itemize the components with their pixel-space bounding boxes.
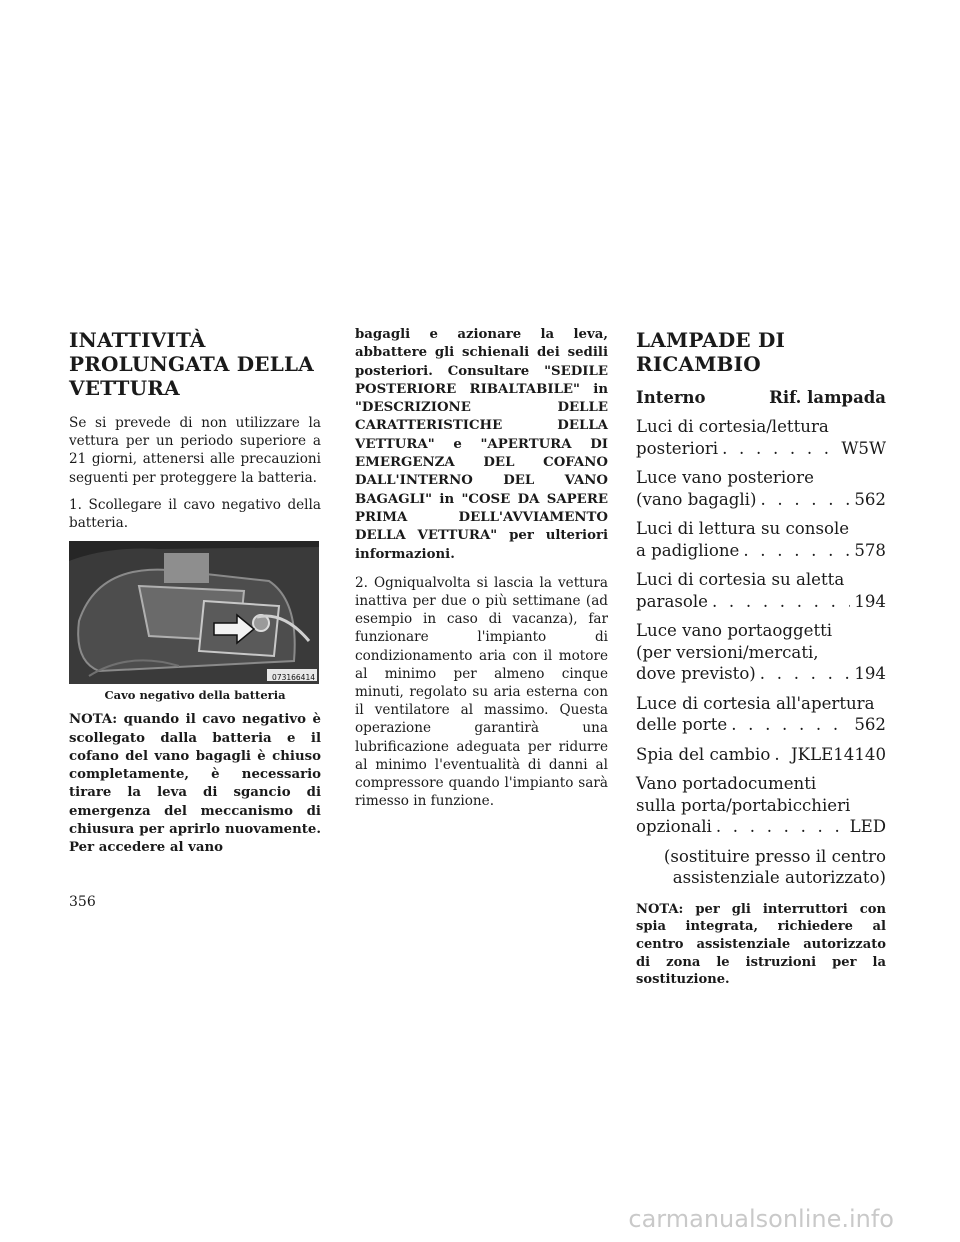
lamp-item-row [636,489,886,511]
lamp-item-line: Luce vano portaoggetti [636,621,833,640]
intro-paragraph: Se si prevede di non utilizzare la vettura per un periodo superiore a 21 giorni, attenersi alle precauzioni seguenti per proteggere la batteria. [69,415,321,486]
lamp-item [636,416,886,459]
dot-leader [722,438,837,460]
header-rif-lampada: Rif. lampada [769,388,886,407]
column-left [69,328,321,868]
lamp-item-value: LED [849,817,886,836]
lamp-item-label: dove previsto) [636,664,756,683]
lamp-item-label: a padiglione [636,540,740,560]
lamp-item [636,518,886,561]
dot-leader [712,591,850,613]
column-middle [355,326,608,820]
lamp-table-header [636,388,886,407]
watermark: carmanualsonline.info [628,1205,894,1233]
lamp-item-line: Luci di lettura su console [636,519,850,538]
nota-paragraph: NOTA: quando il cavo negativo è scollegato dalla batteria e il cofano del vano bagagli è chiuso completamente, è necessario tirare la leva di sgancio di emergenza del meccanismo di chiusura per aprirlo nuovamente. Per accedere al vano [69,712,321,856]
lamp-item-value: 562 [854,715,886,734]
lamp-item [636,467,886,510]
battery-cable-figure [69,541,319,684]
figure-code: 073166414 [272,673,315,683]
dot-leader [760,663,851,685]
lamp-item-value: 578 [854,540,886,560]
lamp-item-label: delle porte [636,715,728,734]
lamp-item-value: 194 [854,664,886,683]
lamp-item-line: Luce di cortesia all'apertura [636,693,875,713]
section-title-inattivita: INATTIVITÀ PROLUNGATA DELLA VETTURA [69,328,314,400]
lamp-item [636,693,886,736]
header-interno: Interno [636,388,706,407]
lamp-item-row [636,744,886,766]
lamp-item-value: 562 [854,489,886,509]
lamp-item-line: (per versioni/mercati, [636,642,819,662]
battery-photo-illustration [69,541,319,684]
lamp-item [636,773,886,838]
lamp-list [636,416,886,838]
dot-leader [716,816,846,838]
nota-continuation: bagagli e azionare la leva, abbattere gli schienali dei sedili posteriori. Consultare "SEDILE POSTERIORE RIBALTABILE" in "DESCRIZIONE DELLE CARATTERISTICHE DELLA VETTURA" e "APERTURA DI EMERGENZA DEL COFANO DALL'INTERNO DEL VANO BAGAGLI" in "COSE DA SAPERE PRIMA DELL'AVVIAMENTO DELLA VETTURA" per ulteriori informazioni. [355,327,608,562]
step-2: 2. Ogniqualvolta si lascia la vettura inattiva per due o più settimane (ad esempio in caso di vacanza), far funzionare l'impianto di condizionamento aria con il motore al minimo per almeno cinque minuti, regolato su aria esterna con il ventilatore al massimo. Questa operazione garantirà una lubrificazione adeguata per ridurre al minimo l'eventualità di danni al compressore quando l'impianto sarà rimesso in funzione. [355,574,608,810]
lamp-item [636,744,886,766]
page-number: 356 [69,894,96,910]
lamp-item-row [636,540,886,562]
section-title-lampade: LAMPADE DI RICAMBIO [636,328,786,376]
step-1: 1. Scollegare il cavo negativo della batteria. [69,496,321,532]
lamp-item-line: Vano portadocumenti [636,774,817,793]
lamp-item [636,569,886,612]
lamp-item-label: (vano bagagli) [636,489,757,509]
lamp-item-line: Luce vano posteriore [636,468,814,487]
lamp-item-row [636,714,886,736]
column-right [636,328,886,1002]
lamp-item-row [636,438,886,460]
lamp-item-line: sulla porta/portabicchieri [636,795,851,815]
lamp-item-label: Spia del cambio [636,744,771,764]
lamp-item-line: Luci di cortesia/lettura [636,417,829,436]
lamp-item-label: opzionali [636,817,712,836]
lamp-item-label: parasole [636,591,708,611]
figure-caption: Cavo negativo della batteria [104,688,286,703]
lamp-item [636,620,886,685]
lamp-note: NOTA: per gli interruttori con spia integrata, richiedere al centro assistenziale autorizzato di zona le istruzioni per la sostituzione. [636,901,886,988]
lamp-subnote-2: assistenziale autorizzato) [672,868,886,887]
dot-leader [731,714,850,736]
lamp-item-value: 194 [854,591,886,611]
lamp-item-line: Luci di cortesia su aletta [636,570,845,589]
lamp-item-row [636,816,886,838]
lamp-item-row [636,591,886,613]
dot-leader [774,744,787,766]
lamp-item-value: JKLE14140 [791,744,886,764]
lamp-item-row [636,663,886,685]
dot-leader [743,540,850,562]
lamp-item-value: W5W [841,438,886,458]
dot-leader [760,489,850,511]
lamp-subnote-1: (sostituire presso il centro [663,846,886,866]
lamp-item-label: posteriori [636,438,719,458]
